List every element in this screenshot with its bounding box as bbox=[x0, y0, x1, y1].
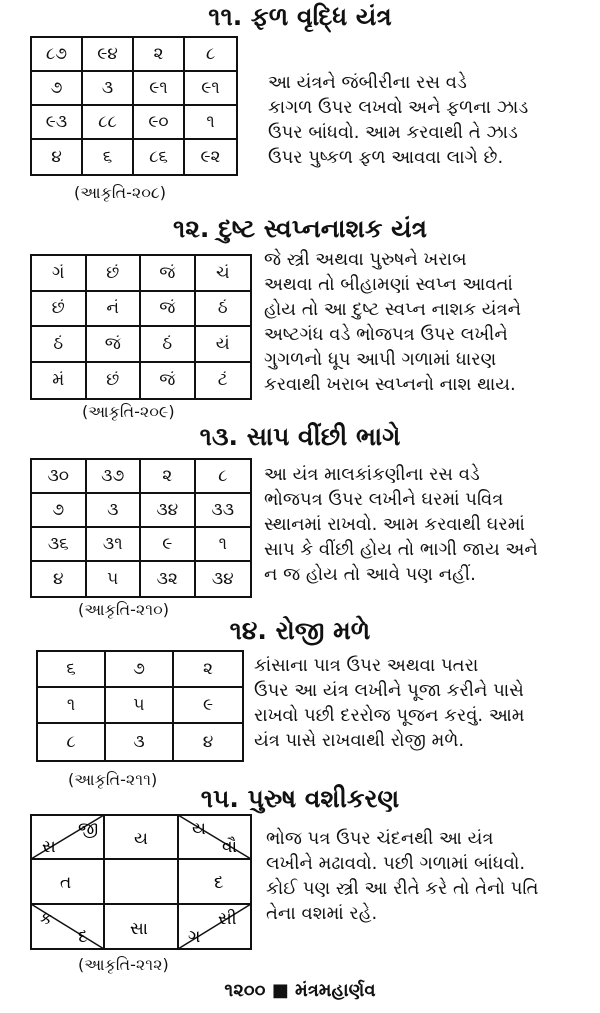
grid-cell: ૭ bbox=[32, 494, 87, 528]
text-line: કાગળ ઉપર લખવો અને ફળના ઝાડ bbox=[268, 97, 529, 118]
grid-cell: ૭ bbox=[32, 72, 83, 106]
text-line: અષ્ટગંધ વડે ભોજપત્ર ઉપર લખીને bbox=[264, 324, 508, 345]
yantra-grid-11 bbox=[30, 36, 238, 176]
grid-cell: નં bbox=[87, 292, 142, 328]
figure-caption-210: (આકૃતિ-૨૧૦) bbox=[78, 600, 169, 619]
grid-row bbox=[38, 652, 242, 688]
text-line: ભોજપત્ર ઉપર લખીને ઘરમાં પવિત્ર bbox=[264, 489, 504, 510]
page-footer: ૧૨૦૦ ■ મંત્રમહાર્ણવ bbox=[224, 980, 376, 1001]
yantra-15-cell-left: ત bbox=[60, 873, 72, 893]
text-line: ન જ હોય તો આવે પણ નહીં. bbox=[264, 564, 476, 585]
grid-cell: ૬ bbox=[83, 140, 134, 174]
section-11-title: ૧૧. ફળ વૃદ્ધિ યંત્ર bbox=[208, 2, 392, 31]
text-line: સાપ કે વીંછી હોય તો ભાગી જાય અને bbox=[264, 539, 538, 560]
yantra-15-cell-top: ય bbox=[134, 829, 148, 849]
grid-cell: ૮૭ bbox=[32, 38, 83, 72]
grid-cell: જં bbox=[141, 363, 196, 399]
grid-cell: ૫ bbox=[87, 562, 142, 596]
grid-cell: ૩૦ bbox=[32, 460, 87, 494]
grid-cell: ૩૬ bbox=[32, 528, 87, 562]
grid-row bbox=[38, 724, 242, 760]
grid-cell: ૩૩ bbox=[196, 494, 251, 528]
text-line: અથવા તો બીહામણાં સ્વપ્ન આવતાં bbox=[264, 274, 513, 295]
grid-cell: જં bbox=[87, 327, 142, 363]
grid-cell: ૧ bbox=[38, 688, 106, 724]
grid-row bbox=[32, 140, 236, 174]
grid-cell: ૮ bbox=[38, 724, 106, 760]
grid-cell: ૯૦ bbox=[134, 106, 185, 140]
grid-cell: ૩ bbox=[87, 494, 142, 528]
grid-cell: ૨ bbox=[134, 38, 185, 72]
text-line: આ યંત્ર માલકાંકણીના રસ વડે bbox=[264, 464, 480, 485]
grid-cell: ચં bbox=[196, 256, 251, 292]
grid-cell: ૩૪ bbox=[211, 569, 234, 589]
section-12-text bbox=[264, 247, 521, 397]
grid-cell: છં bbox=[87, 256, 142, 292]
yantra-15-cell-tr-b: વૌ bbox=[222, 837, 237, 857]
text-line: જે સ્ત્રી અથવા પુરુષને ખરાબ bbox=[264, 249, 467, 270]
yantra-15-cell-bl-a: ક bbox=[40, 909, 53, 929]
yantra-grid-13 bbox=[30, 458, 252, 598]
yantra-15-cell-br-a: ગ bbox=[188, 927, 201, 947]
section-13-title: ૧૩. સાપ વીંછી ભાગે bbox=[199, 422, 401, 451]
grid-row bbox=[32, 494, 250, 528]
grid-cell: ૯૧ bbox=[185, 72, 236, 106]
grid-cell: ૧ bbox=[185, 106, 236, 140]
grid-cell: ૩ bbox=[106, 724, 174, 760]
grid-cell: ૪ bbox=[202, 732, 214, 752]
grid-cell: ૪ bbox=[32, 562, 87, 596]
grid-cell: ૩૭ bbox=[87, 460, 142, 494]
text-line: કરવાથી ખરાબ સ્વપ્નનો નાશ થાય. bbox=[264, 374, 516, 395]
text-line: સ્થાનમાં રાખવો. આમ કરવાથી ઘરમાં bbox=[264, 514, 525, 535]
yantra-grid-12 bbox=[30, 254, 252, 400]
yantra-15-cell-tr-a: ય bbox=[192, 819, 206, 839]
grid-cell: ૩૪ bbox=[141, 494, 196, 528]
figure-caption-209: (આકૃતિ-૨૦૯) bbox=[82, 402, 175, 421]
grid-cell: ૯૨ bbox=[200, 147, 221, 167]
grid-cell: ઠં bbox=[32, 327, 87, 363]
yantra-15-cell-bl-b: દ bbox=[78, 927, 88, 947]
text-line: તેના વશમાં રહે. bbox=[266, 903, 378, 924]
grid-cell: ટં bbox=[217, 370, 228, 391]
text-line: રાખવો પછી દરરોજ પૂજન કરવું. આમ bbox=[254, 705, 525, 726]
grid-cell: ૮ bbox=[196, 460, 251, 494]
grid-cell: ઠં bbox=[141, 327, 196, 363]
text-line: ઉપર આ યંત્ર લખીને પૂજા કરીને પાસે bbox=[254, 680, 524, 701]
grid-cell: ૯૧ bbox=[134, 72, 185, 106]
grid-cell: ૬ bbox=[38, 652, 106, 688]
text-line: લખીને મઢાવવો. પછી ગળામાં બાંધવો. bbox=[266, 853, 526, 874]
grid-cell: ૯૪ bbox=[83, 38, 134, 72]
grid-cell: ૩ bbox=[83, 72, 134, 106]
text-line: ગુગળનો ધૂપ આપી ગળામાં ધારણ bbox=[264, 349, 497, 370]
yantra-15-cell-bottom: સા bbox=[130, 919, 148, 939]
grid-row bbox=[32, 72, 236, 106]
yantra-15-cell-tl-b: જી bbox=[78, 819, 99, 839]
grid-cell: ગં bbox=[32, 256, 87, 292]
grid-row bbox=[38, 688, 242, 724]
figure-caption-211: (આકૃતિ-૨૧૧) bbox=[68, 770, 158, 789]
grid-cell: ૧ bbox=[196, 528, 251, 562]
grid-cell: ૨ bbox=[141, 460, 196, 494]
grid-cell: ઠં bbox=[196, 292, 251, 328]
text-line: ઉપર પુષ્કળ ફળ આવવા લાગે છે. bbox=[268, 147, 504, 168]
grid-row bbox=[32, 562, 250, 596]
grid-cell: ૩૨ bbox=[141, 562, 196, 596]
grid-cell: ૨ bbox=[174, 652, 242, 688]
grid-cell: ૯૩ bbox=[32, 106, 83, 140]
grid-cell: જં bbox=[141, 292, 196, 328]
text-line: આ યંત્રને જંબીરીના રસ વડે bbox=[268, 72, 467, 93]
grid-cell: ૮ bbox=[185, 38, 236, 72]
grid-cell: ૮૬ bbox=[134, 140, 185, 174]
grid-cell: છં bbox=[87, 363, 142, 399]
grid-row bbox=[32, 460, 250, 494]
grid-row bbox=[32, 528, 250, 562]
yantra-15-cell-right: દ bbox=[214, 873, 224, 893]
section-15-title: ૧૫. પુરુષ વશીકરણ bbox=[200, 784, 400, 813]
section-13-text bbox=[264, 462, 538, 587]
grid-cell: યં bbox=[196, 327, 251, 363]
text-line: ઉપર બાંધવો. આમ કરવાથી તે ઝાડ bbox=[268, 122, 518, 143]
yantra-15-cell-tl-a: સ bbox=[42, 837, 56, 857]
yantra-diagram-15 bbox=[30, 814, 252, 950]
section-12-title: ૧૨. દુષ્ટ સ્વપ્નનાશક યંત્ર bbox=[172, 214, 428, 243]
yantra-15-cell-br-b: સી bbox=[218, 909, 237, 929]
grid-cell: ૮૮ bbox=[83, 106, 134, 140]
grid-cell: જં bbox=[141, 256, 196, 292]
grid-row bbox=[32, 363, 250, 399]
grid-cell: ૪ bbox=[32, 140, 83, 174]
grid-row bbox=[32, 106, 236, 140]
yantra-grid-14 bbox=[36, 650, 244, 762]
grid-cell: ૫ bbox=[106, 688, 174, 724]
figure-caption-208: (આકૃતિ-૨૦૮) bbox=[74, 183, 166, 202]
grid-row bbox=[32, 327, 250, 363]
grid-row bbox=[32, 292, 250, 328]
grid-cell: ૯ bbox=[141, 528, 196, 562]
grid-row bbox=[32, 38, 236, 72]
section-14-title: ૧૪. રોજી મળે bbox=[229, 616, 371, 645]
figure-caption-212: (આકૃતિ-૨૧૨) bbox=[78, 955, 169, 974]
text-line: ભોજ પત્ર ઉપર ચંદનથી આ યંત્ર bbox=[266, 828, 494, 849]
grid-cell: ૯ bbox=[174, 688, 242, 724]
section-15-text bbox=[266, 826, 538, 926]
text-line: કાંસાના પાત્ર ઉપર અથવા પતરા bbox=[254, 655, 479, 676]
grid-cell: ૭ bbox=[106, 652, 174, 688]
grid-cell: છં bbox=[32, 292, 87, 328]
grid-cell: ૩૧ bbox=[87, 528, 142, 562]
text-line: યંત્ર પાસે રાખવાથી રોજી મળે. bbox=[254, 730, 465, 751]
text-line: હોય તો આ દુષ્ટ સ્વપ્ન નાશક યંત્રને bbox=[264, 299, 522, 320]
text-line: કોઈ પણ સ્ત્રી આ રીતે કરે તો તેનો પતિ bbox=[266, 878, 539, 899]
grid-row bbox=[32, 256, 250, 292]
grid-cell: મં bbox=[32, 363, 87, 399]
section-11-text bbox=[268, 70, 528, 170]
section-14-text bbox=[254, 653, 524, 753]
